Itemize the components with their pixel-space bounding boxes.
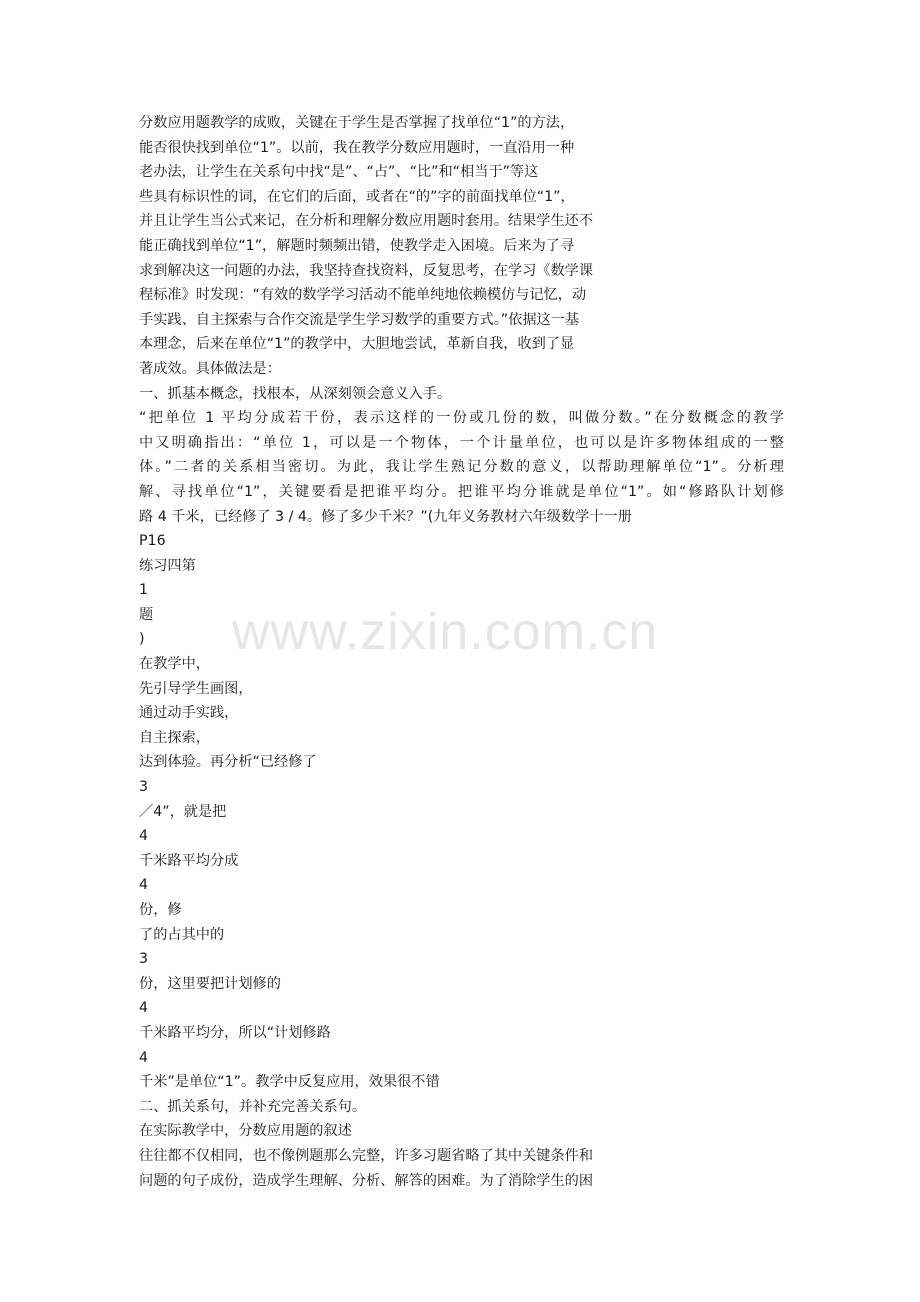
text-line: 4 [139,877,149,894]
text-line: 先引导学生画图， [139,680,253,697]
text-line: 达到体验。再分析“已经修了 [139,754,317,771]
text-line: 问题的句子成份，造成学生理解、分析、解答的困难。为了消除学生的困 [139,1172,594,1189]
text-line: 4 [139,1000,149,1017]
text-line: 路 4 千米，已经修了 3 / 4。修了多少千米？”(九年义务教材六年级数学十一册 [139,508,632,525]
text-line: 题 [139,606,154,623]
text-line: 并且让学生当公式来记，在分析和理解分数应用题时套用。结果学生还不 [139,213,594,230]
text-line: 著成效。具体做法是： [139,360,281,377]
section-heading: 一、抓基本概念，找根本，从深刻领会意义入手。 [139,385,452,402]
text-line: 3 [139,951,149,968]
text-line: 3 [139,779,149,796]
text-line: P16 [139,533,166,550]
text-line: 通过动手实践， [139,705,239,722]
text-line: 往往都不仅相同，也不像例题那么完整，许多习题省略了其中关键条件和 [139,1147,594,1164]
text-line: ) [139,631,145,648]
text-line: 解、寻找单位“1”，关键要看是把谁平均分。把谁平均分谁就是单位“1”。如“修路队计划修 [139,483,784,500]
text-line: 在实际教学中，分数应用题的叙述 [139,1123,352,1140]
text-line: 千米”是单位“1”。教学中反复应用，效果很不错 [139,1074,440,1091]
text-line: “把单位 1 平均分成若干份，表示这样的一份或几份的数，叫做分数。”在分数概念的教学 [139,410,784,427]
text-line: 1 [139,582,149,599]
watermark-text: www.zixin.com.cn [232,603,659,661]
text-line: 老办法，让学生在关系句中找“是”、“占”、“比”和“相当于”等这 [139,164,539,181]
text-line: 求到解决这一问题的办法，我坚持查找资料，反复思考，在学习《数学课 [139,262,594,279]
text-line: 能正确找到单位“1”，解题时频频出错，使教学走入困境。后来为了寻 [139,237,575,254]
section-heading: 二、抓关系句，并补充完善关系句。 [139,1098,367,1115]
text-line: 4 [139,828,149,845]
text-line: 千米路平均分成 [139,852,239,869]
text-line: 千米路平均分，所以“计划修路 [139,1024,331,1041]
text-line: ／4”，就是把 [139,803,227,820]
text-line: 在教学中， [139,656,210,673]
text-line: 4 [139,1049,149,1066]
text-line: 份，这里要把计划修的 [139,975,281,992]
text-line: 程标准》时发现：“有效的数学学习活动不能单纯地依赖模仿与记忆，动 [139,287,587,304]
text-line: 自主探索， [139,729,210,746]
text-line: 分数应用题教学的成败，关键在于学生是否掌握了找单位“1”的方法， [139,115,575,131]
text-line: 能否很快找到单位“1”。以前，我在教学分数应用题时，一直沿用一种 [139,139,575,156]
text-line: 了的占其中的 [139,926,225,943]
text-line: 手实践、自主探索与合作交流是学生学习数学的重要方式。”依据这一基 [139,311,580,328]
text-line: 中又明确指出：“单位 1，可以是一个物体，一个计量单位，也可以是许多物体组成的一整 [139,434,784,451]
text-line: 本理念，后来在单位“1”的教学中，大胆地尝试，革新自我，收到了显 [139,336,575,353]
text-line: 练习四第 [139,557,196,574]
body-text [139,111,789,1193]
text-line: 些具有标识性的词，在它们的后面，或者在“的”字的前面找单位“1”， [139,188,575,205]
text-line: 份，修 [139,902,182,918]
text-line: 体。”二者的关系相当密切。为此，我让学生熟记分数的意义，以帮助理解单位“1”。分析理 [139,459,784,476]
